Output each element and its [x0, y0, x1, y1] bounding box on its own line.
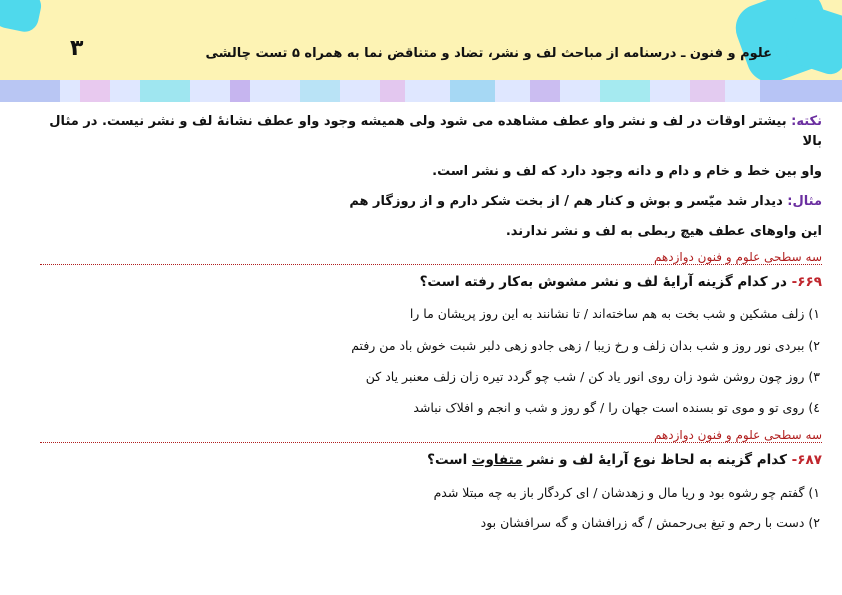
note-line-2: واو بین خط و خام و دام و دانه وجود دارد که لف و نشر است. — [432, 164, 822, 179]
option-2: ۲) ببردی نور روز و شب بدان زلف و رخ زیبا / زهی جادو زهی دلبر شبت خوش باد من رفتم — [351, 338, 820, 353]
question-669 — [420, 274, 822, 290]
question-number: ۶۶۹- — [791, 274, 822, 290]
note-label: نکته: — [791, 114, 822, 129]
section-separator: سه سطحی علوم و فنون دوازدهم — [40, 428, 822, 443]
page-header — [0, 0, 842, 102]
note-text: بیشتر اوقات در لف و نشر واو عطف مشاهده می شود ولی همیشه وجود واو عطف نشانهٔ لف و نشر نیست. در مثال بالا — [49, 114, 822, 149]
question-text: در کدام گزینه آرایهٔ لف و نشر مشوش به‌کار رفته است؟ — [419, 274, 792, 290]
option-1: ۱) گفتم چو رشوه بود و ریا مال و زهدشان / ای کردگار باز به چه مبتلا شدم — [433, 485, 820, 500]
decorative-stripe — [0, 80, 842, 102]
option-3: ۳) روز چون روشن شود زان روی انور یاد کن / شب چو گردد تیره زان زلف معنبر یاد کن — [365, 369, 820, 384]
example-text: دیدار شد میّسر و بوش و کنار هم / از بخت شکر دارم و از روزگار هم — [349, 194, 788, 209]
page-number: ۳ — [70, 36, 84, 61]
option-4: ٤) روی تو و موی تو بسنده است جهان را / گو روز و شب و انجم و افلاک نباشد — [413, 400, 820, 415]
note-line-1 — [40, 112, 822, 152]
question-687 — [427, 452, 822, 468]
example-label: مثال: — [787, 194, 822, 209]
decorative-shape — [0, 0, 44, 34]
question-text-end: است؟ — [427, 452, 472, 468]
question-number: ۶۸۷- — [791, 452, 822, 468]
section-separator: سه سطحی علوم و فنون دوازدهم — [40, 250, 822, 265]
lesson-content — [40, 112, 822, 242]
question-emphasis: متفاوت — [471, 452, 523, 468]
option-1: ۱) زلف مشکین و شب بخت به هم ساخته‌اند / تا نشانند به این روز پریشان ما را — [409, 306, 820, 321]
question-text: کدام گزینه به لحاظ نوع آرایهٔ لف و نشر — [522, 452, 792, 468]
example-line — [40, 192, 822, 212]
example-line-2: این واوهای عطف هیچ ربطی به لف و نشر ندارند. — [505, 224, 822, 239]
page-title: علوم و فنون ـ درسنامه از مباحث لف و نشر، تضاد و متناقض نما به همراه ۵ تست چالشی — [205, 46, 772, 61]
option-2: ۲) دست با رحم و تیغ بی‌رحمش / گه زرافشان و گه سرافشان بود — [480, 515, 820, 530]
